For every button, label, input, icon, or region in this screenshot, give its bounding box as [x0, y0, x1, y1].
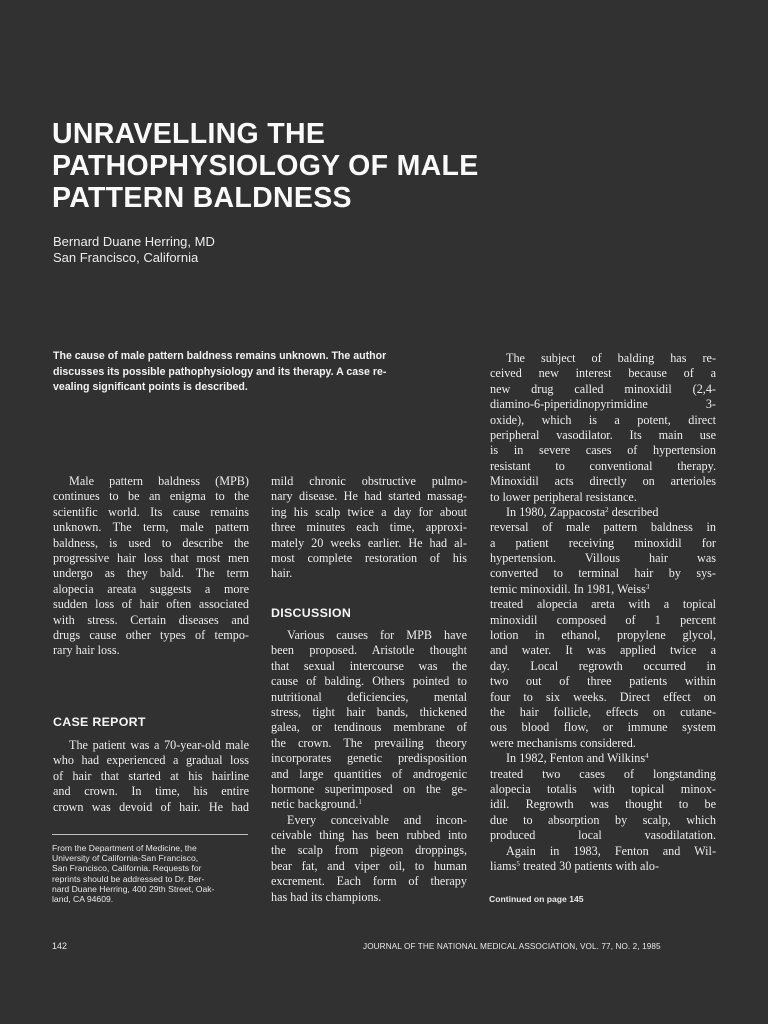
body-line: baldness, is used to describe the — [53, 535, 249, 550]
body-line: alopecia totalis with topical minox- — [490, 781, 716, 796]
footnote-divider — [52, 834, 248, 835]
body-line: of hair that started at his hairline — [53, 768, 249, 783]
body-line: ous blood flow, or immune system — [490, 720, 716, 735]
body-line: most complete restoration of his — [271, 550, 467, 565]
abstract — [53, 349, 473, 396]
body-line: excrement. Each form of therapy — [271, 874, 467, 889]
body-text: In 1980, Zappacosta — [506, 504, 606, 519]
body-line: minoxidil composed of 1 percent — [490, 612, 716, 627]
body-text: temic minoxidil. In 1981, Weiss — [490, 581, 646, 596]
body-line: is in severe cases of hypertension — [490, 443, 716, 458]
journal-footer: JOURNAL OF THE NATIONAL MEDICAL ASSOCIATION, VOL. 77, NO. 2, 1985 — [363, 942, 661, 951]
body-line: stress, tight hair bands, thickened — [271, 704, 467, 719]
body-line — [490, 505, 716, 520]
continued-note: Continued on page 145 — [489, 894, 584, 904]
body-line: mately 20 weeks earlier. He had al- — [271, 535, 467, 550]
body-line: treated two cases of longstanding — [490, 766, 716, 781]
discussion-heading: DISCUSSION — [271, 606, 352, 620]
title-line: PATTERN BALDNESS — [52, 182, 352, 214]
body-line: hair. — [271, 566, 293, 581]
body-line: galea, or tendinous membrane of — [271, 720, 467, 735]
body-line: idil. Regrowth was thought to be — [490, 797, 716, 812]
body-line: nutritional deficiencies, mental — [271, 689, 467, 704]
minoxidil-section — [490, 351, 716, 874]
body-line: produced local vasodilatation. — [490, 828, 716, 843]
body-line: been proposed. Aristotle thought — [271, 643, 467, 658]
body-line: ing his scalp twice a day for about — [271, 504, 467, 519]
body-line: Every conceivable and incon- — [287, 812, 467, 827]
body-line: bear fat, and viper oil, to human — [271, 858, 467, 873]
body-line: Male pattern baldness (MPB) — [69, 474, 249, 488]
title-line: PATHOPHYSIOLOGY OF MALE — [52, 150, 479, 182]
case-report-heading: CASE REPORT — [53, 715, 146, 729]
body-line: reversal of male pattern baldness in — [490, 520, 716, 535]
abstract-line: discusses its possible pathophysiology and its therapy. A case re- — [53, 365, 387, 378]
body-line: the scalp from pigeon droppings, — [271, 843, 467, 858]
body-line: incorporates genetic predisposition — [271, 751, 467, 766]
body-line: due to absorption by scalp, which — [490, 812, 716, 827]
body-line: crown was devoid of hair. He had — [53, 799, 249, 814]
body-line: three minutes each time, approxi- — [271, 520, 467, 535]
body-line: nary disease. He had started massag- — [271, 489, 467, 504]
body-line: alopecia areata suggests a more — [53, 581, 249, 596]
body-text: treated 30 patients with alo- — [519, 858, 660, 873]
body-line: a patient receiving minoxidil for — [490, 535, 716, 550]
body-line: that sexual intercourse was the — [271, 658, 467, 673]
body-line: and crown. In time, his entire — [53, 784, 249, 799]
case-report-continued — [271, 474, 467, 582]
reference-marker: 5 — [516, 859, 520, 868]
body-line: to lower peripheral resistance. — [490, 489, 637, 504]
body-line: undergo as they bald. The term — [53, 566, 249, 581]
body-line: progressive hair loss that most men — [53, 550, 249, 565]
byline — [53, 234, 215, 265]
footnote-line: nard Duane Herring, 400 29th Street, Oak- — [52, 883, 215, 894]
body-line: unknown. The term, male pattern — [53, 520, 249, 535]
body-line: treated alopecia areta with a topical — [490, 597, 716, 612]
reference-marker: 2 — [605, 505, 609, 514]
discussion-paragraph — [271, 628, 467, 905]
body-line: four to six weeks. Direct effect on — [490, 689, 716, 704]
body-line: who had experienced a gradual loss — [53, 753, 249, 768]
body-line — [490, 859, 716, 874]
body-line: ceivable thing has been rubbed into — [271, 828, 467, 843]
body-line: Various causes for MPB have — [287, 628, 467, 642]
footnote-line: reprints should be addressed to Dr. Ber- — [52, 873, 205, 884]
body-line: has had its champions. — [271, 889, 382, 904]
body-line: and water. It was applied twice a — [490, 643, 716, 658]
body-line: peripheral vasodilator. Its main use — [490, 427, 716, 442]
body-line: two out of three patients within — [490, 674, 716, 689]
body-line: mild chronic obstructive pulmo- — [271, 474, 467, 488]
body-text: netic background. — [271, 797, 359, 812]
body-line: converted to terminal hair by sys- — [490, 566, 716, 581]
article-title — [52, 118, 612, 214]
reference-marker: 1 — [358, 798, 362, 807]
body-line: hormone superimposed on the ge- — [271, 781, 467, 796]
body-line: lotion in ethanol, propylene glycol, — [490, 628, 716, 643]
body-line: were mechanisms considered. — [490, 735, 636, 750]
footnote-line: University of California-San Francisco, — [52, 853, 199, 864]
footnote-line: land, CA 94609. — [52, 894, 114, 905]
body-text: liams — [490, 858, 517, 873]
author-name: Bernard Duane Herring, MD — [53, 234, 215, 249]
body-line: rary hair loss. — [53, 643, 120, 658]
body-line: hypertension. Villous hair was — [490, 551, 716, 566]
footnote-line: San Francisco, California. Requests for — [52, 863, 202, 874]
body-line — [490, 751, 716, 766]
author-location: San Francisco, California — [53, 249, 199, 265]
reference-marker: 4 — [645, 752, 649, 761]
body-line: continues to be an enigma to the — [53, 489, 249, 504]
body-text: described — [608, 504, 659, 519]
body-line: drugs cause other types of tempo- — [53, 627, 249, 642]
abstract-line: The cause of male pattern baldness remains unknown. The author — [53, 350, 387, 362]
body-line: resistant to conventional therapy. — [490, 458, 716, 473]
body-line: scientific world. Its cause remains — [53, 504, 249, 519]
body-line: The patient was a 70-year-old male — [69, 738, 249, 752]
body-line — [490, 582, 716, 597]
footnote-line: From the Department of Medicine, the — [52, 843, 197, 853]
body-line: Minoxidil acts directly on arterioles — [490, 474, 716, 489]
case-report-paragraph — [53, 738, 249, 815]
intro-paragraph — [53, 474, 249, 659]
page-number: 142 — [52, 941, 68, 951]
body-line: The subject of balding has re- — [506, 351, 716, 365]
body-line: and large quantities of androgenic — [271, 766, 467, 781]
body-line: the crown. The prevailing theory — [271, 735, 467, 750]
body-line: sudden loss of hair often associated — [53, 597, 249, 612]
body-line: diamino-6-piperidinopyrimidine 3- — [490, 397, 716, 412]
abstract-line: vealing significant points is described. — [53, 381, 248, 393]
reference-marker: 3 — [645, 582, 650, 591]
body-line: day. Local regrowth occurred in — [490, 658, 716, 673]
body-line: new drug called minoxidil (2,4- — [490, 381, 716, 396]
body-line: the hair follicle, effects on cutane- — [490, 704, 716, 719]
affiliation-footnote — [52, 843, 252, 904]
body-line: ceived new interest because of a — [490, 366, 716, 381]
body-line: Again in 1983, Fenton and Wil- — [506, 843, 716, 858]
body-line: with stress. Certain diseases and — [53, 612, 249, 627]
body-line — [271, 797, 467, 812]
title-line: UNRAVELLING THE — [52, 118, 326, 150]
body-text: In 1982, Fenton and Wilkins — [506, 751, 646, 766]
body-line: oxide), which is a potent, direct — [490, 412, 716, 427]
body-line: cause of balding. Others pointed to — [271, 674, 467, 689]
